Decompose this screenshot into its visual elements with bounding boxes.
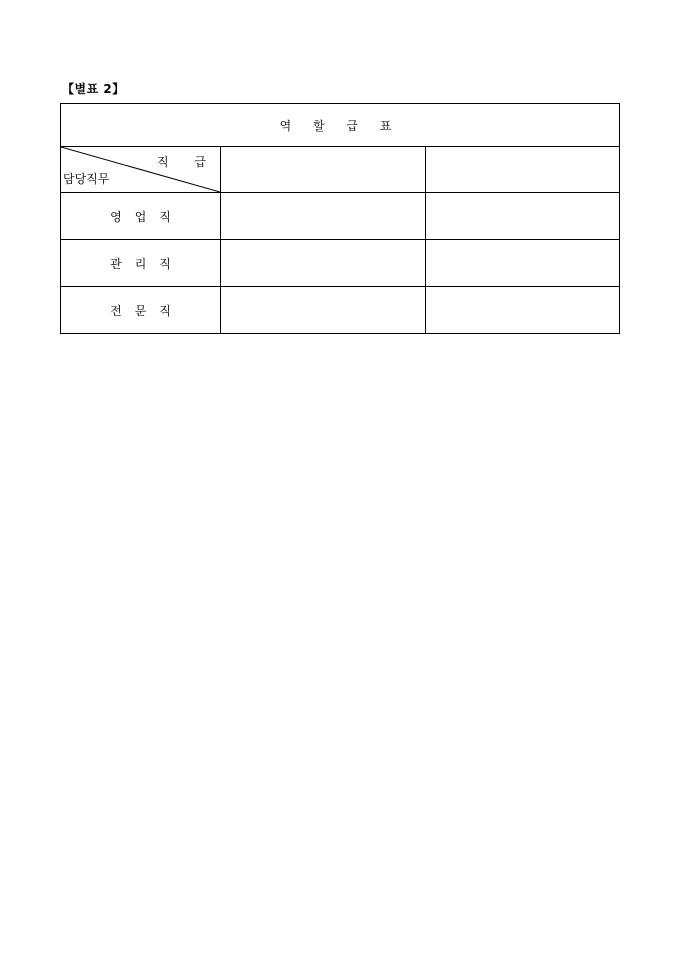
table-cell	[426, 287, 620, 334]
table-cell	[426, 193, 620, 240]
row-label-management: 관리직	[61, 240, 221, 287]
table-cell	[221, 287, 426, 334]
appendix-label: 【별표 2】	[62, 82, 125, 96]
row-label-professional: 전문직	[61, 287, 221, 334]
header-row	[61, 147, 620, 193]
table-cell	[426, 240, 620, 287]
header-cell-col3	[426, 147, 620, 193]
table-row	[61, 193, 620, 240]
diagonal-header-cell	[61, 147, 221, 193]
table-row	[61, 240, 620, 287]
row-label-sales: 영업직	[61, 193, 221, 240]
table-cell	[221, 240, 426, 287]
table-title: 역 할 급 표	[61, 104, 620, 147]
table-row	[61, 287, 620, 334]
grade-header-label: 직 급	[157, 155, 206, 169]
role-grade-table	[60, 103, 620, 334]
table-cell	[221, 193, 426, 240]
header-cell-col2	[221, 147, 426, 193]
duty-header-label: 담당직무	[63, 172, 110, 186]
